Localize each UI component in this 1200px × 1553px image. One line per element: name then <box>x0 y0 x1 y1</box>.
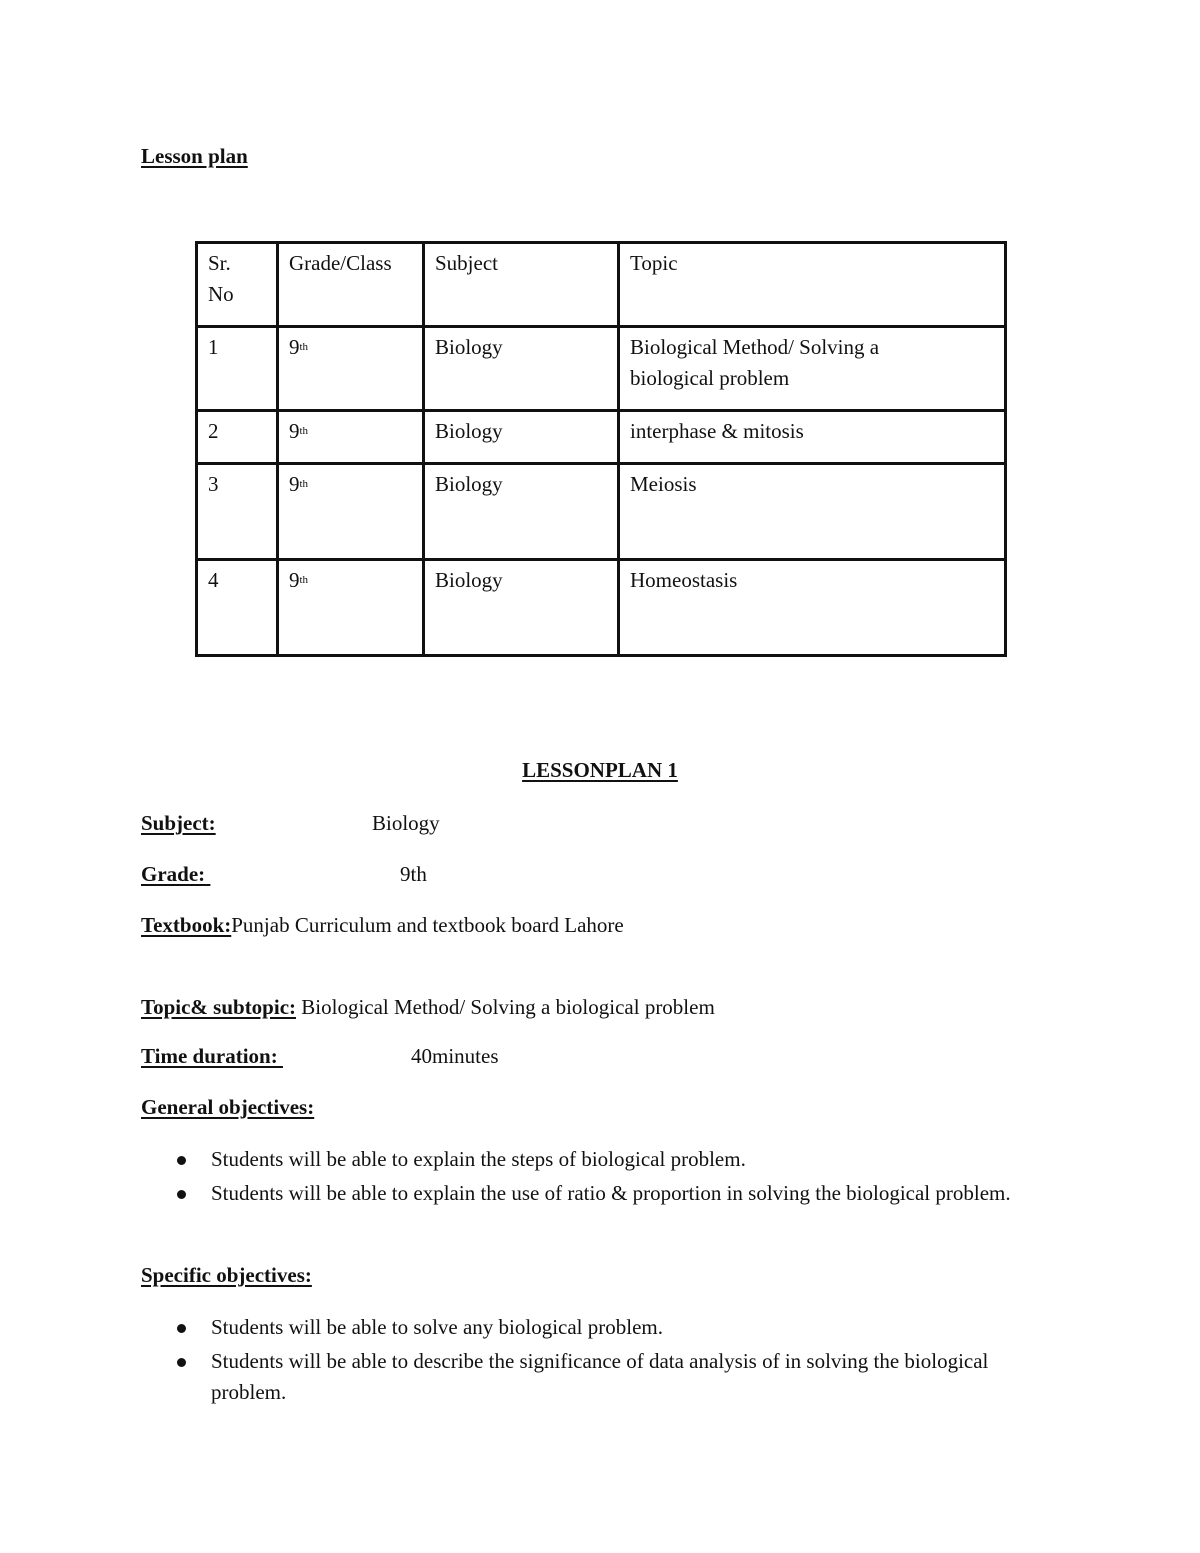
time-duration-label: Time duration: <box>141 1044 283 1068</box>
list-item: Students will be able to describe the significance of data analysis of in solving the biological problem. <box>211 1346 1041 1408</box>
specific-objectives-label: Specific objectives: <box>141 1263 312 1287</box>
general-objectives-label: General objectives: <box>141 1095 315 1119</box>
textbook-field <box>141 911 624 939</box>
table-header-row <box>197 243 1006 327</box>
cell-grade: 9th <box>278 327 424 411</box>
textbook-label: Textbook: <box>141 913 232 937</box>
grade-field <box>141 860 427 888</box>
textbook-value: Punjab Curriculum and textbook board Lahore <box>231 913 624 937</box>
table-row <box>197 411 1006 464</box>
cell-subject: Biology <box>424 411 619 464</box>
cell-grade: 9th <box>278 464 424 560</box>
cell-subject: Biology <box>424 327 619 411</box>
cell-topic: Homeostasis <box>619 560 1006 656</box>
cell-grade: 9th <box>278 411 424 464</box>
lesson-plan-title: LESSONPLAN 1 <box>522 758 678 782</box>
grade-label: Grade: <box>141 862 211 886</box>
document-heading: Lesson plan <box>141 144 248 168</box>
cell-subject: Biology <box>424 464 619 560</box>
time-duration-field <box>141 1042 499 1070</box>
table-row <box>197 327 1006 411</box>
grade-value: 9th <box>400 862 427 886</box>
list-item: Students will be able to solve any biological problem. <box>211 1312 1041 1343</box>
cell-sr: 3 <box>197 464 278 560</box>
header-sr-no: Sr. No <box>197 243 278 327</box>
cell-sr: 2 <box>197 411 278 464</box>
table-row <box>197 464 1006 560</box>
cell-topic: Biological Method/ Solving a biological problem <box>619 327 1006 411</box>
topic-label: Topic& subtopic: <box>141 995 297 1019</box>
general-objectives-list <box>211 1144 1041 1212</box>
time-duration-value: 40minutes <box>411 1044 499 1068</box>
subject-label: Subject: <box>141 811 216 835</box>
header-subject: Subject <box>424 243 619 327</box>
list-item: Students will be able to explain the steps of biological problem. <box>211 1144 1041 1175</box>
cell-topic: interphase & mitosis <box>619 411 1006 464</box>
subject-value: Biology <box>372 811 440 835</box>
lesson-overview-table <box>195 241 1007 657</box>
subject-field <box>141 809 440 837</box>
list-item: Students will be able to explain the use of ratio & proportion in solving the biological problem. <box>211 1178 1041 1209</box>
cell-topic: Meiosis <box>619 464 1006 560</box>
header-topic: Topic <box>619 243 1006 327</box>
specific-objectives-list <box>211 1312 1041 1411</box>
cell-sr: 4 <box>197 560 278 656</box>
header-grade-class: Grade/Class <box>278 243 424 327</box>
topic-value: Biological Method/ Solving a biological problem <box>296 995 715 1019</box>
cell-subject: Biology <box>424 560 619 656</box>
cell-grade: 9th <box>278 560 424 656</box>
topic-field <box>141 993 715 1021</box>
table-row <box>197 560 1006 656</box>
cell-sr: 1 <box>197 327 278 411</box>
